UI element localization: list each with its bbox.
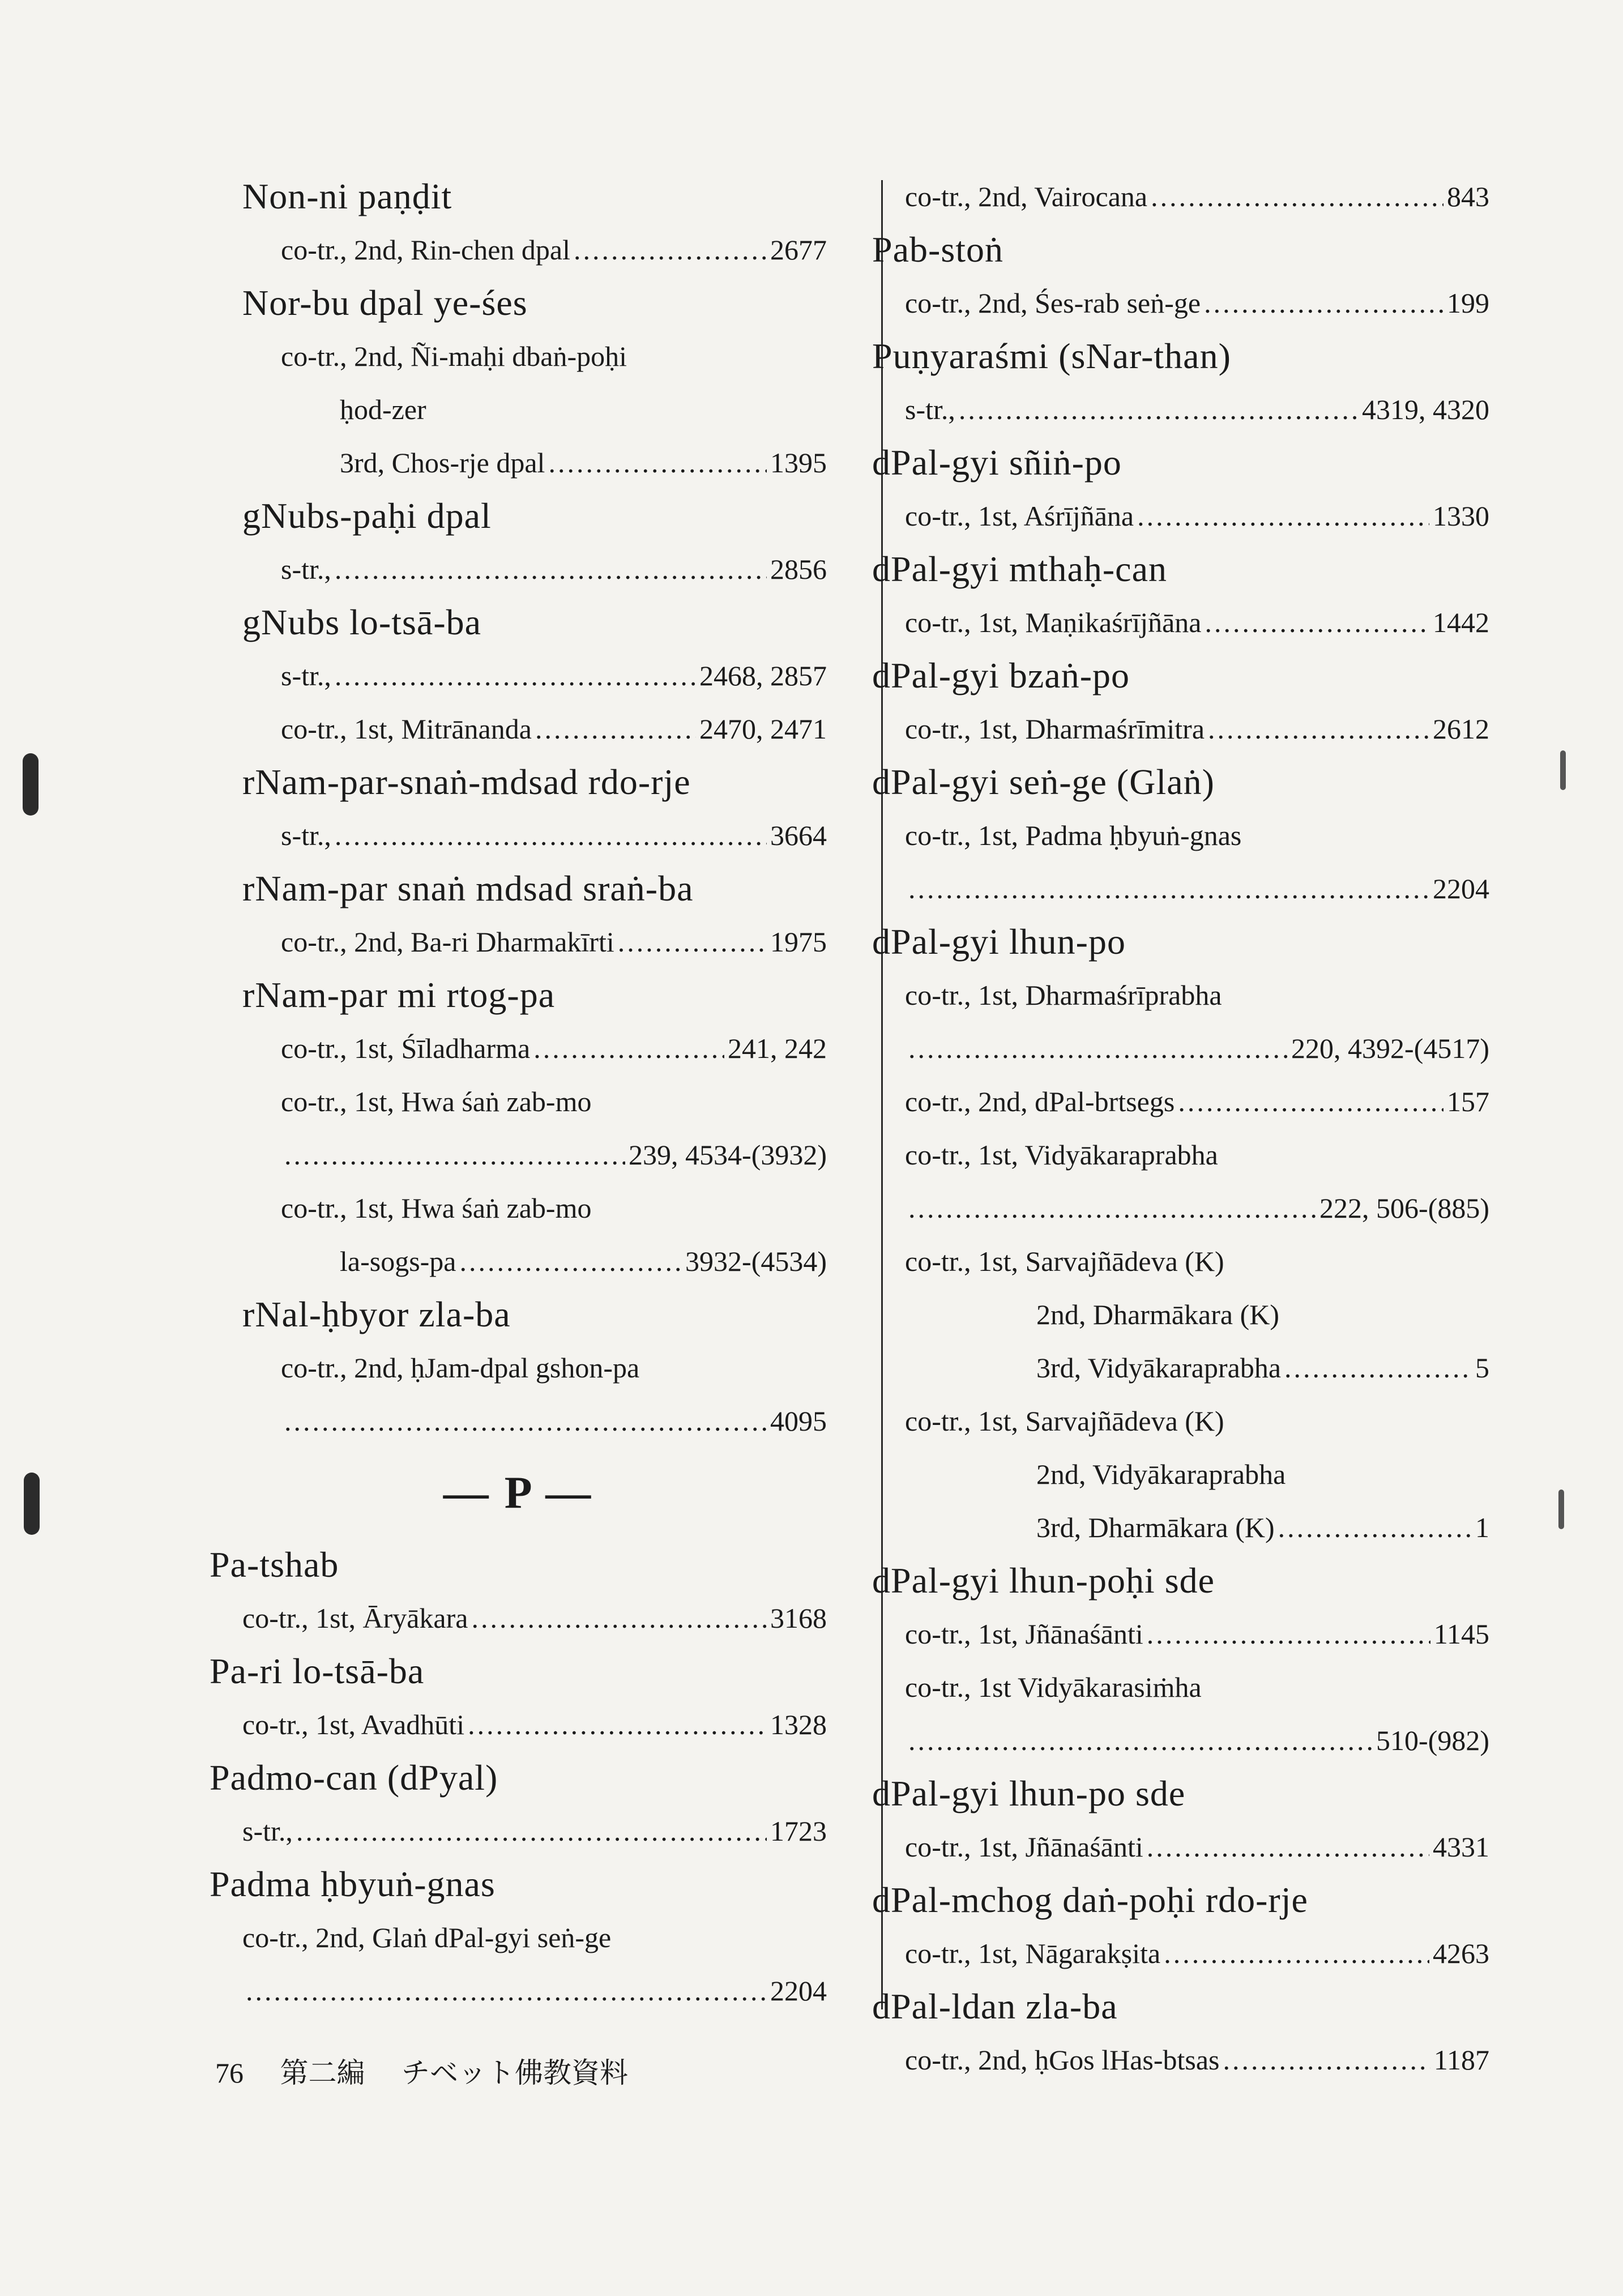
catalogue-number: 241, 242 [728,1032,827,1064]
section-letter-heading: — P — [443,1468,593,1518]
dot-leader [1204,276,1443,330]
binding-hole-mark [24,1473,40,1535]
dot-leader [535,702,696,756]
translator-text: co-tr., 1st, Avadhūti [242,1709,465,1740]
translator-line [210,1911,827,1964]
translator-line [210,915,827,968]
dot-leader [1151,170,1443,223]
translator-line [210,1591,827,1645]
dot-leader [1284,1341,1472,1394]
translator-text: co-tr., 2nd, Śes-rab seṅ-ge [905,287,1201,319]
catalogue-number: 4095 [770,1405,827,1437]
entry-heading: Puṇyaraśmi (sNar-than) [872,336,1231,376]
dot-leader [468,1698,767,1751]
catalogue-number: 2204 [1433,873,1489,904]
left-column [210,170,827,2017]
catalogue-number: 1 [1475,1512,1489,1543]
dot-leader [1178,1075,1443,1128]
translator-text: la-sogs-pa [340,1245,456,1277]
dot-leader [296,1804,767,1858]
entry-heading: rNam-par mi rtog-pa [242,975,556,1015]
dot-leader [1205,596,1430,649]
catalogue-number: 1330 [1433,500,1489,532]
catalogue-number: 1975 [770,926,827,958]
catalogue-number: 199 [1447,287,1489,319]
dot-leader [959,383,1359,436]
translator-line [872,968,1489,1022]
translator-line [872,1235,1489,1288]
entry-heading: dPal-ldan zla-ba [872,1986,1118,2026]
translator-text: s-tr., [281,660,331,692]
dot-leader [533,1022,724,1075]
catalogue-number: 222, 506-(885) [1319,1192,1489,1224]
translator-line [872,809,1489,862]
catalogue-number: 2612 [1433,713,1489,745]
translator-text: 2nd, Dharmākara (K) [1036,1299,1279,1330]
catalogue-number: 3664 [770,820,827,851]
translator-line [872,2033,1489,2086]
translator-line [872,383,1489,436]
entry-heading: gNubs-paḥi dpal [242,496,492,536]
translator-line [872,1927,1489,1980]
entry-heading: Padma ḥbyuṅ-gnas [210,1864,496,1904]
translator-text: 3rd, Vidyākaraprabha [1036,1352,1282,1384]
dot-leader [335,543,767,596]
entry-heading: gNubs lo-tsā-ba [242,602,482,642]
translator-line [210,1075,827,1128]
translator-text: co-tr., 2nd, dPal-brtsegs [905,1086,1175,1117]
catalogue-number: 3168 [770,1602,827,1634]
translator-line [872,702,1489,756]
translator-line [210,1181,827,1235]
translator-text: co-tr., 2nd, Ba-ri Dharmakīrti [281,926,614,958]
translator-line [872,596,1489,649]
translator-text: co-tr., 1st, Āryākara [242,1602,468,1634]
translator-line [872,276,1489,330]
translator-line [210,1964,827,2017]
translator-line [872,862,1489,915]
entry-heading: dPal-gyi seṅ-ge (Glaṅ) [872,762,1215,802]
translator-text: co-tr., 2nd, ḥJam-dpal gshon-pa [281,1352,640,1384]
entry-heading: Non-ni paṇḍit [242,176,452,216]
catalogue-number: 1145 [1433,1618,1489,1650]
entry-heading: dPal-gyi sñiṅ-po [872,442,1122,483]
catalogue-number: 4263 [1433,1937,1489,1969]
translator-text: co-tr., 2nd, Ñi-maḥi dbaṅ-poḥi [281,340,627,372]
translator-line [210,1341,827,1394]
dot-leader [1147,1820,1429,1873]
entry-heading: dPal-gyi mthaḥ-can [872,549,1167,589]
dot-leader [908,862,1429,915]
translator-line [210,1235,827,1288]
entry-heading: dPal-gyi bzaṅ-po [872,655,1130,695]
dot-leader [908,1181,1316,1235]
translator-line [872,1714,1489,1767]
dot-leader [335,649,696,702]
dot-leader [618,915,767,968]
dot-leader [1137,489,1429,543]
translator-line [210,543,827,596]
translator-line [210,1394,827,1448]
catalogue-number: 510-(982) [1376,1725,1489,1756]
translator-text: s-tr., [242,1815,293,1847]
translator-line [210,1128,827,1181]
translator-text: co-tr., 1st, Hwa śaṅ zab-mo [281,1086,592,1117]
catalogue-number: 1328 [770,1709,827,1740]
entry-heading: Padmo-can (dPyal) [210,1757,498,1798]
dot-leader [471,1591,767,1645]
catalogue-number: 157 [1447,1086,1489,1117]
translator-text: co-tr., 1st, Śīladharma [281,1032,531,1064]
part-label: 第二編 [280,2057,365,2089]
entry-heading: Pa-ri lo-tsā-ba [210,1651,425,1691]
translator-line [210,649,827,702]
dot-leader [908,1714,1373,1767]
translator-line [872,1394,1489,1448]
translator-text: co-tr., 1st, Sarvajñādeva (K) [905,1245,1224,1277]
catalogue-number: 3932-(4534) [685,1245,827,1277]
edge-mark [1558,1490,1564,1529]
translator-line [872,489,1489,543]
translator-text: co-tr., 1st, Maṇikaśrījñāna [905,607,1202,638]
translator-text: s-tr., [281,553,331,585]
catalogue-number: 1442 [1433,607,1489,638]
translator-text: co-tr., 2nd, Glaṅ dPal-gyi seṅ-ge [242,1922,612,1953]
dot-leader [1147,1607,1430,1661]
dot-leader [1164,1927,1429,1980]
translator-line [872,1128,1489,1181]
translator-line [872,1661,1489,1714]
catalogue-number: 1723 [770,1815,827,1847]
translator-line [872,1607,1489,1661]
translator-text: 3rd, Dharmākara (K) [1036,1512,1275,1543]
catalogue-number: 239, 4534-(3932) [629,1139,827,1171]
dot-leader [335,809,767,862]
catalogue-number: 2856 [770,553,827,585]
translator-line [210,383,827,436]
catalogue-number: 4331 [1433,1831,1489,1863]
entry-heading: rNam-par-snaṅ-mdsad rdo-rje [242,762,691,802]
translator-text: co-tr., 1st, Dharmaśrīmitra [905,713,1205,745]
dot-leader [1278,1501,1472,1554]
translator-line [210,702,827,756]
entry-heading: Pa-tshab [210,1544,339,1585]
catalogue-number: 4319, 4320 [1362,394,1489,425]
catalogue-number: 5 [1475,1352,1489,1384]
translator-text: co-tr., 1st, Mitrānanda [281,713,532,745]
page-number: 76 [215,2057,244,2089]
translator-text: co-tr., 1st Vidyākarasiṁha [905,1671,1202,1703]
translator-line [872,1341,1489,1394]
translator-line [872,1501,1489,1554]
catalogue-number: 2204 [770,1975,827,2007]
catalogue-number: 2468, 2857 [699,660,827,692]
entry-heading: rNal-ḥbyor zla-ba [242,1294,511,1334]
translator-line [872,1181,1489,1235]
translator-text: co-tr., 1st, Nāgarakṣita [905,1937,1161,1969]
translator-line [210,1698,827,1751]
dot-leader [246,1964,767,2017]
entry-heading: rNam-par snaṅ mdsad sraṅ-ba [242,868,694,908]
translator-text: 2nd, Vidyākaraprabha [1036,1458,1286,1490]
translator-text: s-tr., [281,820,331,851]
translator-line [872,1022,1489,1075]
translator-line [210,809,827,862]
dot-leader [548,436,767,489]
entry-heading: dPal-mchog daṅ-poḥi rdo-rje [872,1880,1308,1920]
translator-line [210,1804,827,1858]
translator-text: co-tr., 1st, Aśrījñāna [905,500,1134,532]
catalogue-number: 220, 4392-(4517) [1291,1032,1489,1064]
translator-line [210,330,827,383]
binding-hole-mark [23,753,39,816]
translator-text: co-tr., 1st, Padma ḥbyuṅ-gnas [905,820,1242,851]
right-column [872,170,1489,2086]
translator-text: co-tr., 1st, Hwa śaṅ zab-mo [281,1192,592,1224]
translator-line [872,170,1489,223]
translator-text: co-tr., 1st, Sarvajñādeva (K) [905,1405,1224,1437]
translator-text: 3rd, Chos-rje dpal [340,447,545,479]
translator-line [872,1448,1489,1501]
translator-text: co-tr., 2nd, Vairocana [905,181,1148,212]
translator-line [210,223,827,276]
translator-line [210,1022,827,1075]
dot-leader [1208,702,1429,756]
catalogue-number: 843 [1447,181,1489,212]
dot-leader [574,223,767,276]
translator-text: co-tr., 1st, Jñānaśānti [905,1618,1143,1650]
translator-text: co-tr., 2nd, ḥGos lHas-btsas [905,2044,1220,2076]
dot-leader [460,1235,682,1288]
translator-line [210,436,827,489]
translator-line [872,1075,1489,1128]
catalogue-number: 1187 [1433,2044,1489,2076]
edge-mark [1560,750,1566,790]
translator-text: co-tr., 1st, Jñānaśānti [905,1831,1143,1863]
entry-heading: dPal-gyi lhun-po [872,921,1126,962]
catalogue-number: 2470, 2471 [699,713,827,745]
translator-text: co-tr., 1st, Dharmaśrīprabha [905,979,1222,1011]
entry-heading: Pab-stoṅ [872,229,1003,270]
book-title: チベット佛教資料 [402,2057,628,2089]
translator-line [872,1288,1489,1341]
entry-heading: Nor-bu dpal ye-śes [242,283,528,323]
translator-line [872,1820,1489,1873]
dot-leader [908,1022,1288,1075]
entry-heading: dPal-gyi lhun-poḥi sde [872,1560,1215,1601]
catalogue-number: 1395 [770,447,827,479]
translator-text: co-tr., 1st, Vidyākaraprabha [905,1139,1218,1171]
translator-text: co-tr., 2nd, Rin-chen dpal [281,234,570,266]
dot-leader [284,1394,767,1448]
page-footer [215,2050,657,2091]
catalogue-number: 2677 [770,234,827,266]
translator-text: ḥod-zer [340,394,426,425]
entry-heading: dPal-gyi lhun-po sde [872,1773,1186,1813]
translator-text: s-tr., [905,394,955,425]
dot-leader [1223,2033,1430,2086]
dot-leader [284,1128,625,1181]
